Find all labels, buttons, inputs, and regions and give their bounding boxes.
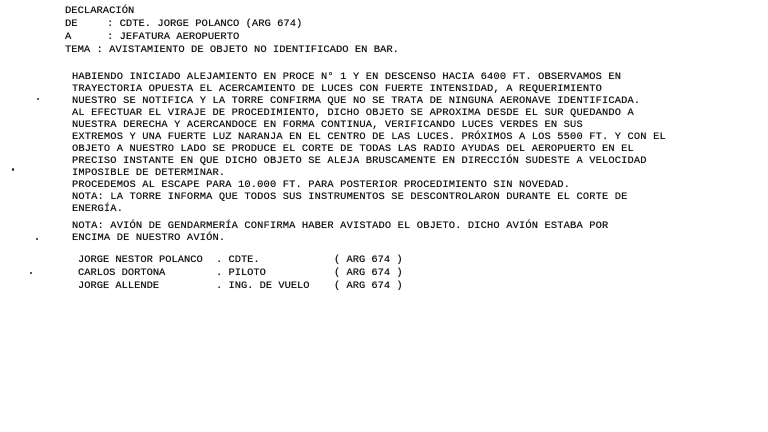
body-line: PRECISO INSTANTE EN QUE DICHO OBJETO SE ALEJA BRUSCAMENTE EN DIRECCIÓN SUDESTE A VELOCIDAD: [72, 155, 647, 167]
note-line: ENCIMA DE NUESTRO AVIÓN.: [72, 232, 226, 244]
signatory-role: . ING. DE VUELO: [216, 280, 310, 292]
signature-row: [78, 267, 403, 279]
from-label: DE: [65, 18, 78, 30]
signatory-name: CARLOS DORTONA: [78, 267, 166, 279]
body-line: NUESTRO SE NOTIFICA Y LA TORRE CONFIRMA QUE NO SE TRATA DE NINGUNA AERONAVE IDENTIFICADA.: [72, 95, 641, 107]
body-line: ENERGÍA.: [72, 203, 124, 215]
subject-line: TEMA : AVISTAMIENTO DE OBJETO NO IDENTIFICADO EN BAR.: [65, 44, 399, 56]
from-value: : CDTE. JORGE POLANCO (ARG 674): [107, 18, 303, 30]
signatory-name: JORGE NESTOR POLANCO: [78, 254, 203, 266]
signatory-code: ( ARG 674 ): [334, 254, 403, 266]
scan-speck: [37, 98, 39, 100]
signature-row: [78, 254, 403, 266]
to-row: [65, 31, 240, 43]
scan-speck: [30, 272, 32, 274]
body-line: AL EFECTUAR EL VIRAJE DE PROCEDIMIENTO, DICHO OBJETO SE APROXIMA DESDE EL SUR QUEDANDO A: [72, 107, 634, 119]
document-title: DECLARACIÓN: [65, 5, 135, 17]
scan-speck: [36, 238, 38, 240]
scan-speck: [12, 168, 14, 171]
signature-row: [78, 280, 403, 292]
body-line: PROCEDEMOS AL ESCAPE PARA 10.000 FT. PARA POSTERIOR PROCEDIMIENTO SIN NOVEDAD.: [72, 179, 571, 191]
signatory-code: ( ARG 674 ): [334, 267, 403, 279]
body-line: TRAYECTORIA OPUESTA EL ACERCAMIENTO DE LUCES CON FUERTE INTENSIDAD, A REQUERIMIENTO: [72, 83, 602, 95]
to-label: A: [65, 31, 72, 43]
body-line: NOTA: LA TORRE INFORMA QUE TODOS SUS INSTRUMENTOS SE DESCONTROLARON DURANTE EL CORTE DE: [72, 191, 628, 203]
body-line: HABIENDO INICIADO ALEJAMIENTO EN PROCE N° 1 Y EN DESCENSO HACIA 6400 FT. OBSERVAMOS EN: [72, 71, 622, 83]
body-line: EXTREMOS Y UNA FUERTE LUZ NARANJA EN EL CENTRO DE LAS LUCES. PRÓXIMOS A LOS 5500 FT. Y CON EL: [72, 131, 666, 143]
to-value: : JEFATURA AEROPUERTO: [107, 31, 240, 43]
signatory-role: . CDTE.: [216, 254, 260, 266]
body-line: IMPOSIBLE DE DETERMINAR.: [72, 167, 226, 179]
body-line: NUESTRA DERECHA Y ACERCANDOCE EN FORMA CONTINUA, VERIFICANDO LUCES VERDES EN SUS: [72, 119, 583, 131]
signatory-code: ( ARG 674 ): [334, 280, 403, 292]
body-line: OBJETO A NUESTRO LADO SE PRODUCE EL CORTE DE TODAS LAS RADIO AYUDAS DEL AEROPUERTO EN EL: [72, 143, 634, 155]
signatory-name: JORGE ALLENDE: [78, 280, 160, 292]
note-line: NOTA: AVIÓN DE GENDARMERÍA CONFIRMA HABER AVISTADO EL OBJETO. DICHO AVIÓN ESTABA POR: [72, 220, 609, 232]
from-row: [65, 18, 303, 30]
signatory-role: . PILOTO: [216, 267, 266, 279]
